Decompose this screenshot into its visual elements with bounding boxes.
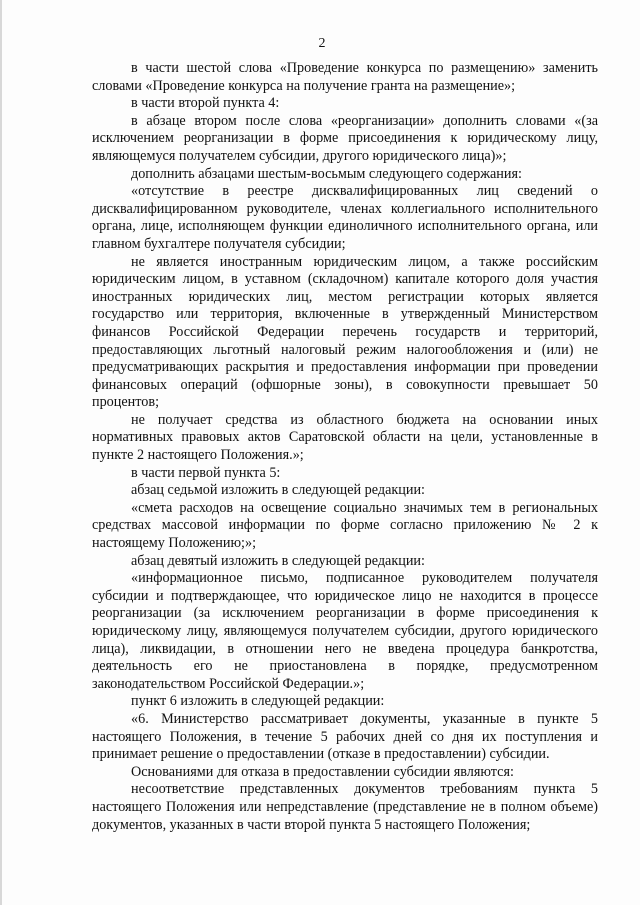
paragraph: абзац седьмой изложить в следующей редакции: [131, 482, 426, 499]
paragraph: несоответствие представленных документов требованиям пункта 5 настоящего Положения или непредставление (представление не в полном объеме) документов, указанных в части второй пункта 5 настоящего Положения; [92, 781, 598, 833]
paragraph: «6. Министерство рассматривает документы, указанные в пункте 5 настоящего Положения, в течение 5 рабочих дней со дня их поступления и принимает решение о предоставлении (отказе в предоставлении) субсидии. [92, 710, 598, 763]
paragraph: не является иностранным юридическим лицом, а также российским юридическим лицом, в уставном (складочном) капитале которого доля участия иностранных юридических лиц, местом регистрации которых является государство или территория, включенные в утвержденный Министерством финансов Российской Федерации перечень государств и территорий, предоставляющих льготный налоговый режим налогообложения и (или) не предусматривающих раскрытия и предоставления информации при проведении финансовых операций (офшорные зоны), в совокупности превышает 50 процентов; [92, 253, 598, 411]
document-body [92, 60, 598, 834]
paragraph: абзац девятый изложить в следующей редакции: [131, 552, 425, 569]
paragraph: не получает средства из областного бюджета на основании иных нормативных правовых актов Саратовской области на цели, установленные в пункте 2 настоящего Положения.»; [92, 411, 598, 464]
paragraph: «смета расходов на освещение социально значимых тем в региональных средствах массовой информации по форме согласно приложению № 2 к настоящему Положению;»; [92, 499, 598, 552]
paragraph: дополнить абзацами шестым-восьмым следующего содержания: [131, 165, 522, 182]
paragraph: «отсутствие в реестре дисквалифицированных лиц сведений о дисквалифицированном руководителе, членах коллегиального исполнительного органа, лице, исполняющем функции единоличного исполнительного органа, или главном бухгалтере получателя субсидии; [92, 183, 598, 252]
paragraph: «информационное письмо, подписанное руководителем получателя субсидии и подтверждающее, что юридическое лицо не находится в процессе реорганизации (за исключением реорганизации в форме присоединения к юридическому лицу, являющемуся получателем субсидии, другого юридического лица), ликвидации, в отношении него не введена процедура банкротства, деятельность его не приостановлена в порядке, предусмотренном законодательством Российской Федерации.»; [92, 570, 598, 692]
paragraph: в части второй пункта 4: [131, 95, 280, 112]
paragraph: пункт 6 изложить в следующей редакции: [131, 693, 385, 710]
paragraph: в абзаце втором после слова «реорганизации» дополнить словами «(за исключением реорганизации в форме присоединения к юридическому лицу, являющемуся получателем субсидии, другого юридического лица)»; [92, 112, 598, 164]
paragraph: в части шестой слова «Проведение конкурса по размещению» заменить словами «Проведение конкурса на получение гранта на размещение»; [92, 60, 598, 94]
page-number: 2 [318, 36, 326, 51]
paragraph: Основаниями для отказа в предоставлении субсидии являются: [131, 763, 514, 780]
paragraph: в части первой пункта 5: [131, 464, 281, 481]
